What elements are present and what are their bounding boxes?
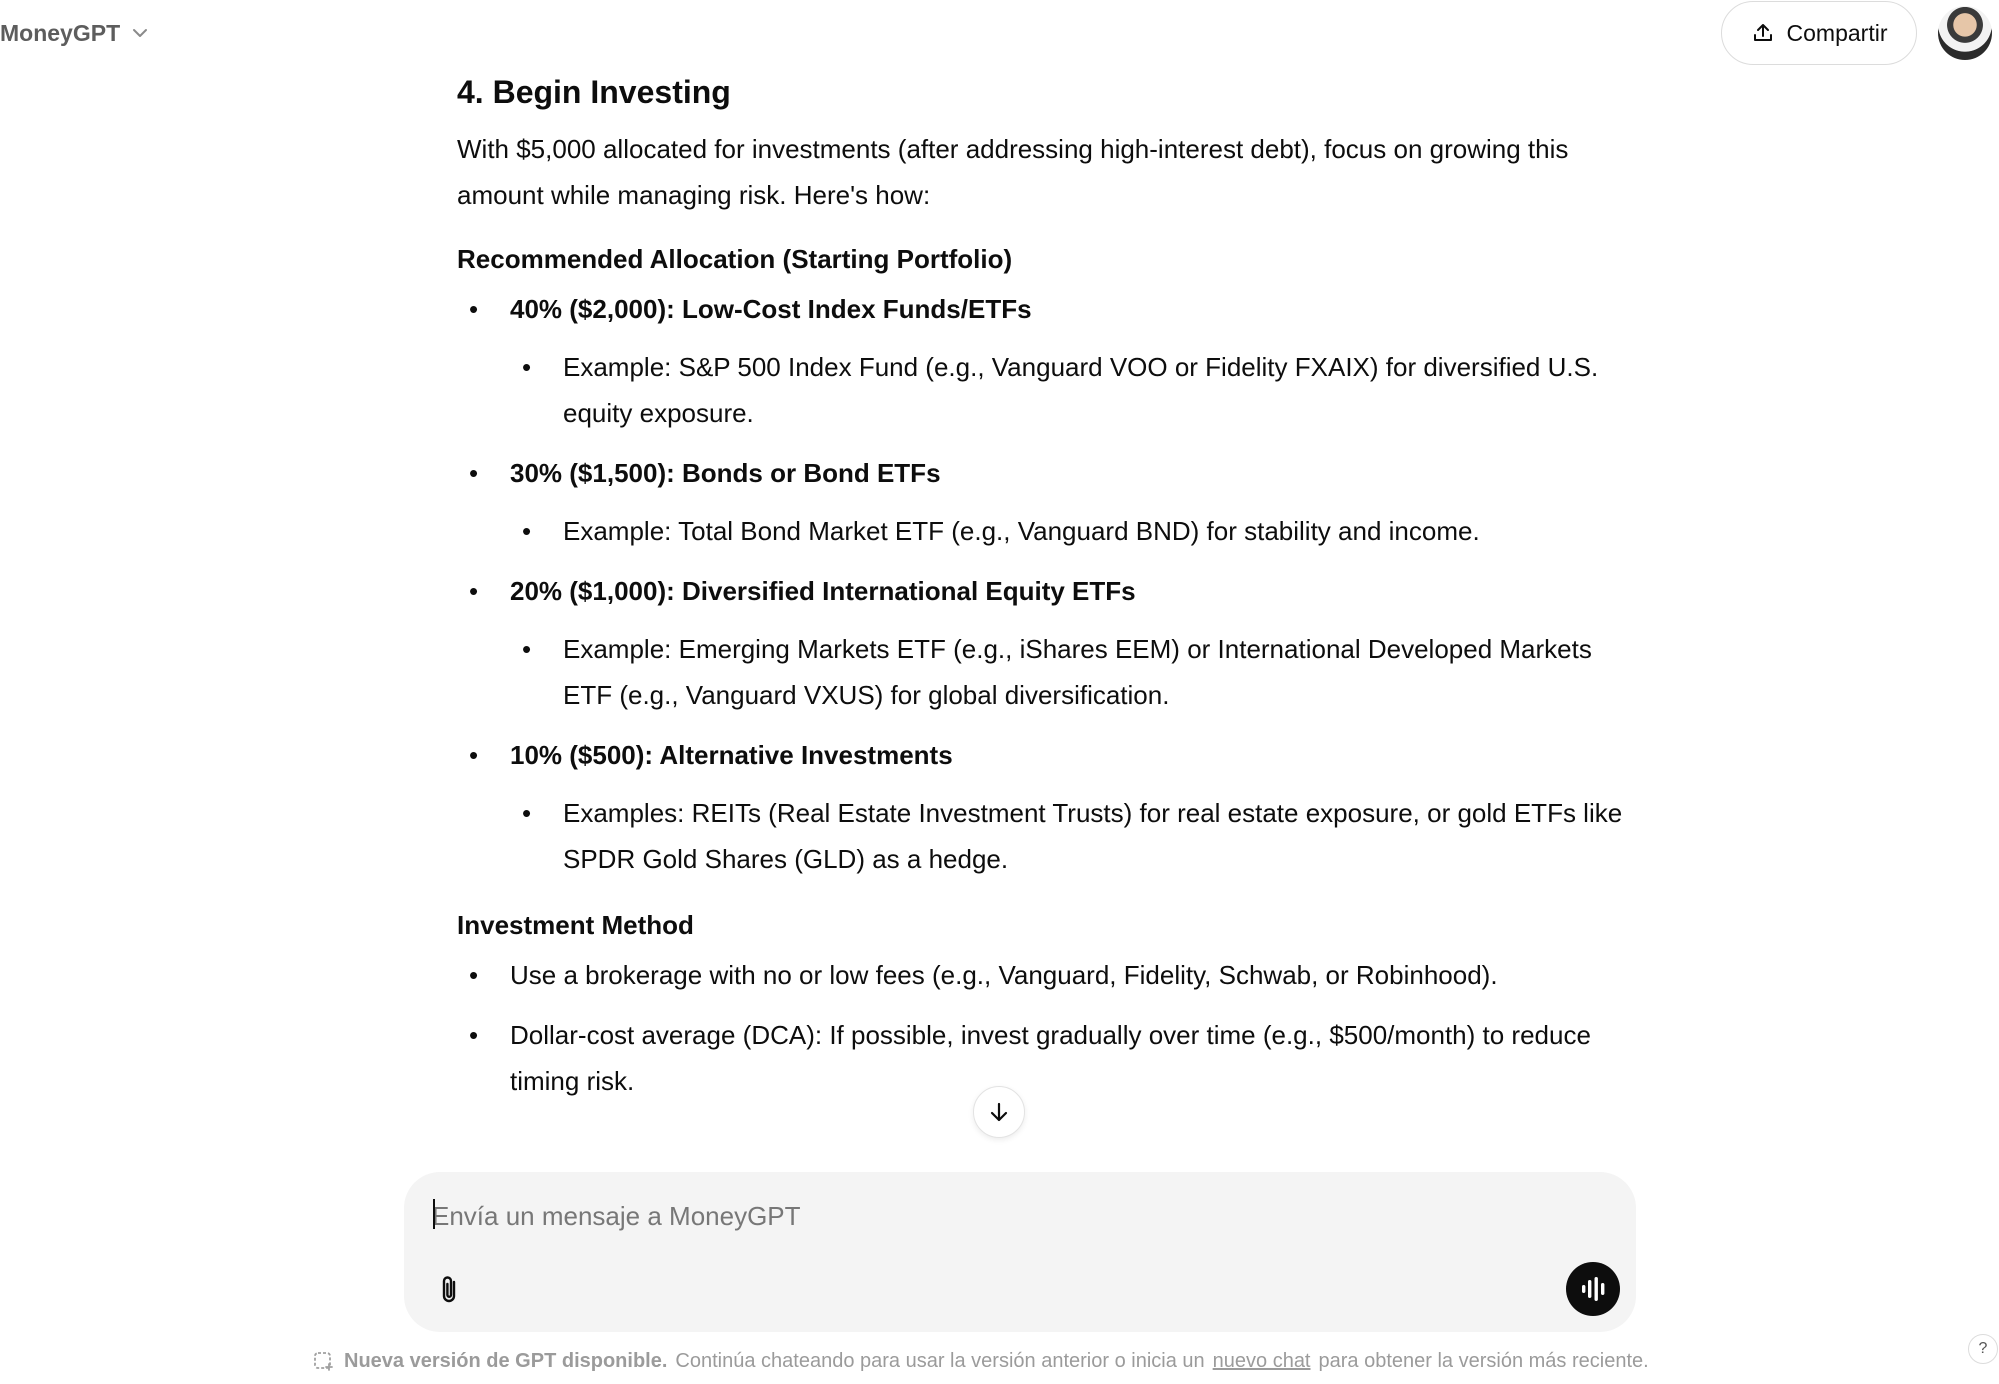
footer-notice — [312, 1346, 1692, 1376]
new-chat-link[interactable]: nuevo chat — [1212, 1349, 1311, 1372]
text-caret — [433, 1199, 435, 1229]
voice-waveform-icon — [1578, 1274, 1608, 1304]
list-item — [457, 450, 1637, 554]
footer-bold-text: Nueva versión de GPT disponible. — [344, 1349, 668, 1372]
allocation-item-title: • 20% ($1,000): Diversified International Equity ETFs — [510, 576, 1136, 606]
detail-item: • Example: S&P 500 Index Fund (e.g., Vanguard VOO or Fidelity FXAIX) for diversified U.S. equity exposure. — [510, 344, 1637, 436]
list-item: • Dollar-cost average (DCA): If possible, invest gradually over time (e.g., $500/month) to reduce timing risk. — [457, 1012, 1637, 1104]
allocation-item-title: • 30% ($1,500): Bonds or Bond ETFs — [510, 458, 941, 488]
paperclip-icon — [435, 1273, 465, 1307]
new-chat-icon — [312, 1349, 336, 1373]
detail-item: • Example: Emerging Markets ETF (e.g., iShares EEM) or International Developed Markets ETF (e.g., Vanguard VXUS) for global diversification. — [510, 626, 1637, 718]
intro-paragraph: With $5,000 allocated for investments (after addressing high-interest debt), focus on growing this amount while managing risk. Here's how: — [457, 134, 1569, 210]
detail-list — [510, 790, 1637, 882]
scroll-to-bottom-button[interactable] — [973, 1086, 1025, 1138]
footer-text: Continúa chateando para usar la versión anterior o inicia un — [675, 1349, 1205, 1372]
list-item — [457, 732, 1637, 882]
share-label: Compartir — [1786, 19, 1888, 46]
allocation-item-title: • 10% ($500): Alternative Investments — [510, 740, 953, 770]
chevron-down-icon — [130, 23, 150, 43]
allocation-item-title: • 40% ($2,000): Low-Cost Index Funds/ETFs — [510, 294, 1032, 324]
list-item — [457, 568, 1637, 718]
section-heading: 4. Begin Investing — [457, 74, 731, 110]
model-switcher[interactable] — [0, 18, 150, 48]
detail-item: • Example: Total Bond Market ETF (e.g., Vanguard BND) for stability and income. — [510, 508, 1637, 554]
allocation-list — [457, 286, 1637, 882]
attach-button[interactable] — [428, 1268, 472, 1312]
voice-mode-button[interactable] — [1566, 1262, 1620, 1316]
allocation-title: Recommended Allocation (Starting Portfolio) — [457, 244, 1013, 274]
method-title: Investment Method — [457, 910, 694, 940]
list-item: • Use a brokerage with no or low fees (e.g., Vanguard, Fidelity, Schwab, or Robinhood). — [457, 952, 1637, 998]
help-button[interactable]: ? — [1968, 1334, 1998, 1364]
message-input[interactable] — [432, 1194, 1592, 1238]
arrow-down-icon — [986, 1099, 1012, 1125]
detail-list — [510, 626, 1637, 718]
detail-item: • Examples: REITs (Real Estate Investment Trusts) for real estate exposure, or gold ETFs like SPDR Gold Shares (GLD) as a hedge. — [510, 790, 1637, 882]
message-composer — [404, 1172, 1636, 1332]
top-bar — [0, 0, 1999, 66]
model-name: MoneyGPT — [0, 19, 121, 46]
avatar[interactable] — [1938, 6, 1992, 60]
detail-list — [510, 508, 1637, 554]
method-list — [457, 952, 1637, 1104]
upload-icon — [1751, 21, 1775, 45]
share-button[interactable] — [1721, 1, 1917, 65]
list-item — [457, 286, 1637, 436]
footer-text-end: para obtener la versión más reciente. — [1318, 1349, 1649, 1372]
assistant-message — [457, 70, 1637, 1118]
detail-list — [510, 344, 1637, 436]
